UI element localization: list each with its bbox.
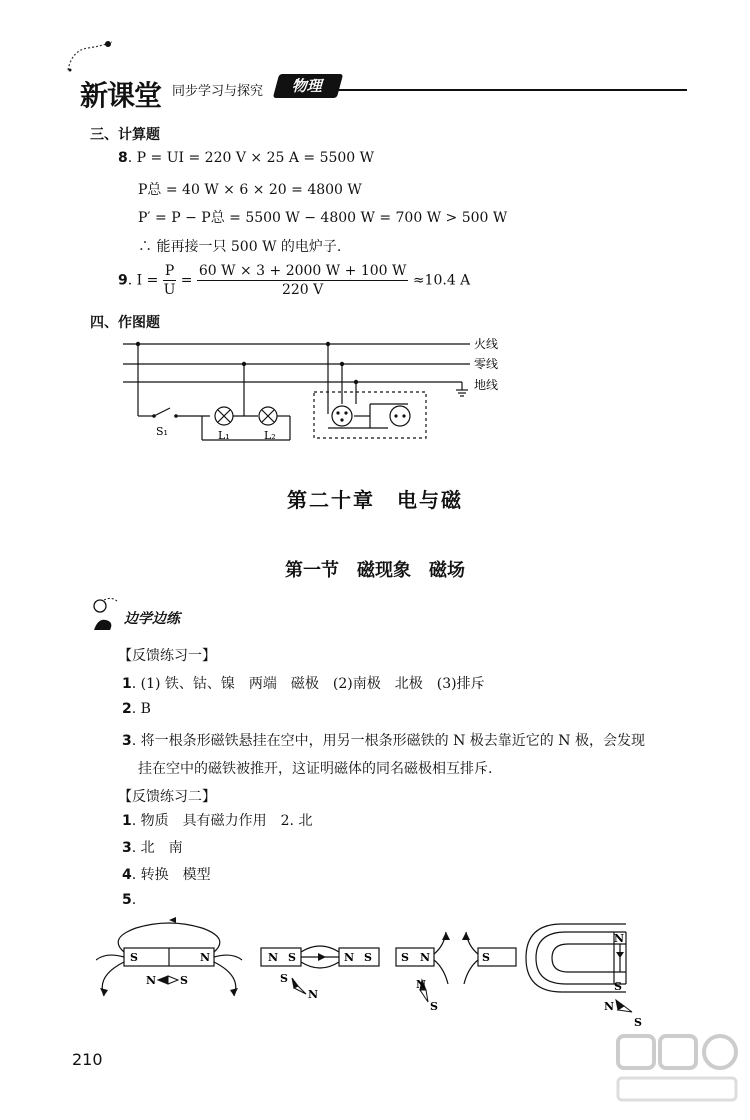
fb1-item-3-cont: 挂在空中的磁铁被推开，这证明磁体的同名磁极相互排斥.	[138, 761, 493, 777]
watermark-logo-icon	[612, 1028, 742, 1108]
mag2a-n: N	[268, 951, 279, 964]
section-title-calc: 三、计算题	[90, 127, 160, 143]
compass3-s: S	[430, 1000, 438, 1013]
compass4-n: N	[604, 1000, 615, 1013]
fb2-item-1: 1. 物质 具有磁力作用 2. 北	[122, 813, 313, 829]
mag2b-s: S	[364, 951, 372, 964]
q8-line2: P总 = 40 W × 6 × 20 = 4800 W	[138, 182, 362, 198]
section-heading: 第一节 磁现象 磁场	[285, 560, 465, 581]
compass1-n: N	[146, 974, 157, 987]
feedback2-title: 【反馈练习二】	[118, 789, 216, 805]
mag2a-s: S	[288, 951, 296, 964]
fb1-item-2: 2. B	[122, 701, 151, 717]
subject-badge: 物理	[273, 74, 343, 98]
q9-result: ≈10.4 A	[412, 272, 471, 289]
compass2-n: N	[308, 988, 319, 1001]
q9-lhs: I =	[136, 272, 163, 289]
mag3a-s: S	[401, 951, 409, 964]
q9-fraction-2: $\frac{60 W \times 3 + 2000 W + 100 W}{220 V}$	[198, 263, 407, 298]
circuit-diagram	[118, 332, 508, 452]
label-l2: L₂	[264, 429, 276, 442]
label-ground: 地线	[474, 378, 499, 392]
student-icon	[88, 596, 120, 634]
mag3a-n: N	[420, 951, 431, 964]
section-title-drawing: 四、作图题	[90, 315, 160, 331]
label-l1: L₁	[218, 429, 230, 442]
study-label: 边学边练	[124, 611, 180, 627]
fb2-item-3: 3. 北 南	[122, 840, 183, 856]
header-rule	[335, 89, 687, 91]
q8-line3: P′ = P − P总 = 5500 W − 4800 W = 700 W > 500 W	[138, 210, 508, 226]
label-zero: 零线	[474, 357, 499, 371]
header-decoration-icon	[62, 40, 122, 74]
page-number: 210	[72, 1050, 103, 1069]
fb1-item-1: 1. (1) 铁、钴、镍 两端 磁极 (2)南极 北极 (3)排斥	[122, 676, 485, 692]
mag1-n: N	[200, 951, 211, 964]
label-fire: 火线	[474, 337, 499, 351]
fb2-item-5: 5.	[122, 892, 137, 908]
mag3b-s: S	[482, 951, 490, 964]
q8-eq1: P = UI = 220 V × 25 A = 5500 W	[136, 150, 375, 166]
q9-equals: =	[180, 272, 197, 289]
compass2-s: S	[280, 972, 288, 985]
compass4-s: S	[634, 1016, 642, 1029]
label-switch: S₁	[156, 425, 168, 438]
mag2b-n: N	[344, 951, 355, 964]
magnet-diagrams	[96, 912, 666, 1032]
chapter-title: 第二十章 电与磁	[287, 488, 463, 512]
q8-line1: 8. P = UI = 220 V × 25 A = 5500 W	[118, 150, 375, 166]
feedback1-title: 【反馈练习一】	[118, 648, 216, 664]
q9-line: 9. I = $\frac{P}{U}$ = $\frac{60 W \times 3 + 2000 W + 100 W}{220 V}$ ≈10.4 A	[118, 263, 471, 298]
compass3-n: N	[416, 978, 427, 991]
brand-subtitle: 同步学习与探究	[172, 84, 264, 99]
q9-fraction-1: $\frac{P}{U}$	[163, 263, 176, 298]
q9-number: 9	[118, 272, 128, 289]
mag4-s: S	[614, 980, 622, 993]
q8-line4: ∴ 能再接一只 500 W 的电炉子.	[138, 239, 342, 255]
q8-number: 8	[118, 150, 128, 166]
fb2-item-4: 4. 转换 模型	[122, 867, 211, 883]
brand-title: 新课堂	[80, 79, 162, 112]
compass1-s: S	[180, 974, 188, 987]
mag4-n: N	[614, 932, 625, 945]
mag1-s: S	[130, 951, 138, 964]
fb1-item-3: 3. 将一根条形磁铁悬挂在空中，用另一根条形磁铁的 N 极去靠近它的 N 极，会发现	[122, 733, 645, 749]
